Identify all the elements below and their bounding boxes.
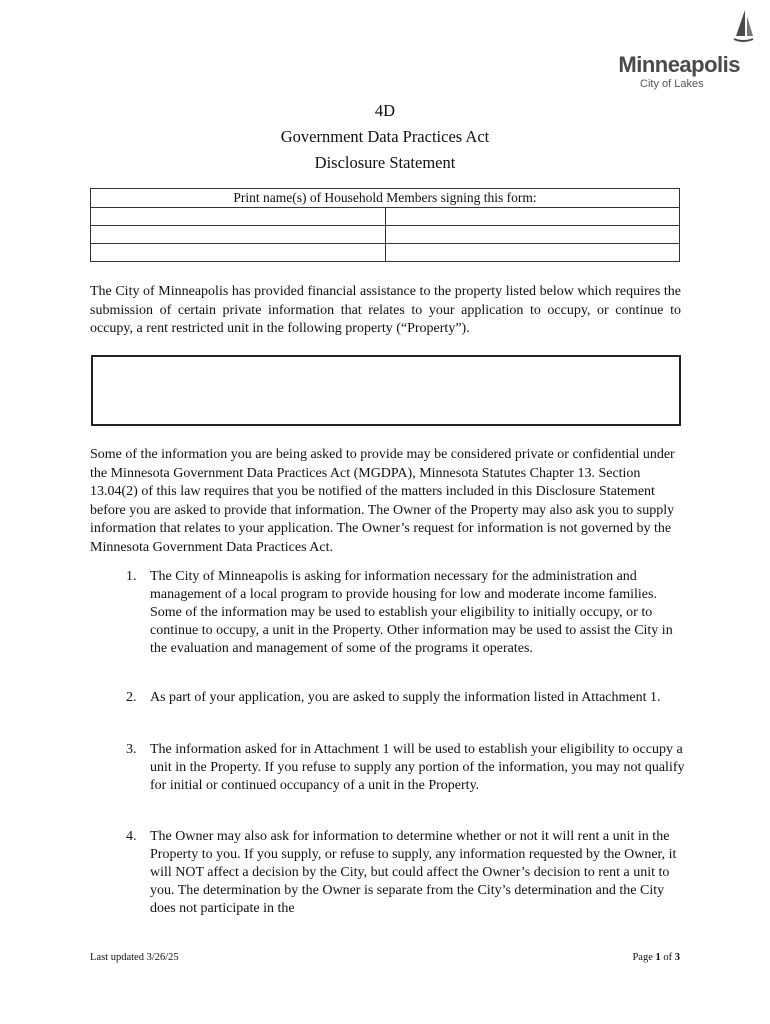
member-name-field[interactable]: [385, 208, 680, 226]
page-of-word: of: [663, 952, 673, 963]
members-table-header: Print name(s) of Household Members signing this form:: [91, 189, 680, 208]
list-item-number: 4.: [126, 829, 137, 844]
mgdpa-paragraph: Some of the information you are being asked to provide may be considered private or confidential under the Minnesota Government Data Practices Act (MGDPA), Minnesota Statutes Chapter 13. Section 13.04(2) of this law requires that you be notified of the matters included in this Disclosure Statement before you are asked to provide that information. The Owner of the Property may also ask you to supply information that relates to your application. The Owner’s request for information is not governed by the Minnesota Government Data Practices Act.: [90, 447, 675, 555]
intro-paragraph: The City of Minneapolis has provided financial assistance to the property listed below which requires the submission of certain private information that relates to your application to occupy, or continue to occupy, a rent restricted unit in the following property (“Property”).: [90, 284, 681, 336]
member-name-field[interactable]: [91, 226, 386, 244]
property-box[interactable]: [91, 355, 681, 426]
list-item: [90, 828, 690, 918]
member-name-field[interactable]: [91, 244, 386, 262]
member-name-field[interactable]: [385, 226, 680, 244]
member-name-field[interactable]: [91, 208, 386, 226]
city-logo: [618, 8, 760, 90]
title-act: Government Data Practices Act: [280, 127, 490, 146]
page-word: Page: [632, 952, 653, 963]
list-item: [90, 689, 690, 707]
list-item-number: 1.: [126, 569, 137, 584]
document-title: [0, 98, 770, 176]
page-current: 1: [655, 952, 661, 963]
list-item-number: 2.: [126, 690, 137, 705]
title-form-code: 4D: [374, 101, 396, 120]
household-members-table: [90, 188, 680, 262]
list-item-text: As part of your application, you are asked to supply the information listed in Attachment 1.: [150, 690, 661, 705]
logo-name: Minneapolis: [618, 52, 740, 77]
title-statement: Disclosure Statement: [314, 153, 456, 172]
list-item: [90, 568, 690, 658]
member-name-field[interactable]: [385, 244, 680, 262]
list-item-text: The information asked for in Attachment 1 will be used to establish your eligibility to occupy a unit in the Property. If you refuse to supply any portion of the information, you may not qualify for initial or continued occupancy of a unit in the Property.: [150, 742, 685, 793]
sailboat-icon: [732, 10, 754, 44]
last-updated: Last updated 3/26/25: [90, 952, 179, 963]
page-number: [632, 952, 680, 963]
list-item: [90, 741, 690, 795]
logo-tagline: City of Lakes: [640, 78, 704, 90]
list-item-text: The City of Minneapolis is asking for information necessary for the administration and management of a local program to provide housing for low and moderate income families. Some of the information may be used to establish your eligibility to initially occupy, or to continue to occupy, a unit in the Property. Other information may be used to assist the City in the evaluation and management of some of the programs it operates.: [150, 569, 673, 656]
page-total: 3: [674, 952, 680, 963]
list-item-number: 3.: [126, 742, 137, 757]
list-item-text: The Owner may also ask for information to determine whether or not it will rent a unit in the Property to you. If you supply, or refuse to supply, any information requested by the Owner, it will NOT affect a decision by the City, but could affect the Owner’s decision to rent a unit to you. The determination by the Owner is separate from the City’s determination and the City does not participate in the: [150, 829, 677, 916]
